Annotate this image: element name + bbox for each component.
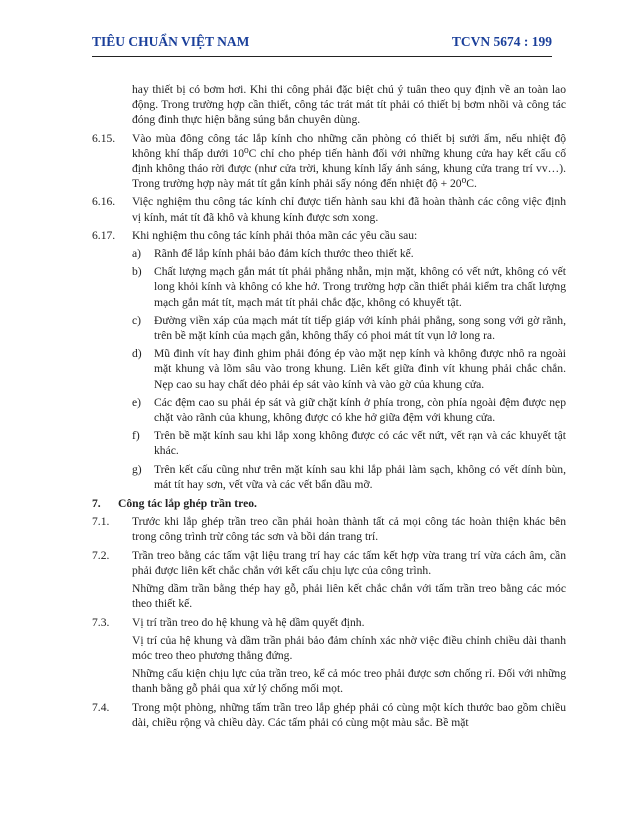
subclause-c: [132, 313, 566, 343]
clause-7-2: [92, 548, 566, 578]
subclause-label: e): [132, 395, 142, 409]
header-divider: [92, 56, 552, 57]
subclause-text: Mũ đinh vít hay đinh ghim phải đóng ép vào mặt nẹp kính và không được nhô ra ngoài mặt khung và lõm sâu vào trong khung. Liên kết giữa đinh vít khung phải chắc chắn. Nẹp cao su hay chất dẻo phải ép sát vào kính và vào gờ của khung cửa.: [154, 347, 566, 391]
clause-7-1: [92, 514, 566, 544]
subclause-text: Trên bề mặt kính sau khi lắp xong không được có các vết nứt, vết rạn và các khuyết tật khác.: [154, 429, 566, 458]
subclause-label: g): [132, 462, 142, 476]
subclause-d: [132, 346, 566, 392]
clause-text: Trần treo bằng các tấm vật liệu trang trí hay các tấm kết hợp vừa trang trí vừa cách âm, cần phải được liên kết chắc chắn với kết cấu chịu lực của công trình.: [132, 548, 566, 577]
intro-paragraph: hay thiết bị có bơm hơi. Khi thi công phải đặc biệt chú ý tuân theo quy định về an toàn lao động. Trong trường hợp cần thiết, công tác trát mát tít phải có thiết bị bơm nhồi và công tác đóng đinh thực hiện bằng súng bắn chuyên dùng.: [132, 83, 566, 127]
subclause-text: Chất lượng mạch gắn mát tít phải phẳng nhẵn, mịn mặt, không có vết nứt, không có vết long khỏi kính và không có khe hở. Trong trường hợp cần thiết phải kiểm tra chất lượng mạch gắn mát tít, mạch mát tít phải chắc đặc, không có khuyết tật.: [154, 265, 566, 309]
clause-text: Trong một phòng, những tấm trần treo lắp ghép phải có cùng một kích thước bao gồm chiều dài, chiều rộng và chiều dày. Các tấm phải có cùng một màu sắc. Bề mặt: [132, 700, 566, 729]
clause-text: Vào mùa đông công tác lắp kính cho những căn phòng có thiết bị sưởi ấm, nếu nhiệt độ không khí thấp dưới 10⁰C chỉ cho phép tiến hành đối với những khung cửa hay kết cấu cố định không tháo rời được (như cửa trời, khung kính lấy ánh sáng, khung cửa trang trí vv…). Trong trường hợp này mát tít gắn kính phải sấy nóng đến nhiệt độ + 20⁰C.: [132, 131, 566, 191]
standard-code: TCVN 5674 : 199: [451, 34, 552, 49]
subclause-b: [132, 264, 566, 310]
clause-7-4: [92, 700, 566, 730]
subclause-text: Đường viền xáp của mạch mát tít tiếp giáp với kính phải phẳng, song song với gờ rãnh, trên bề mặt kính của mạch gắn, không thấy có phoi mát tít vụn lở long ra.: [154, 313, 566, 343]
subclause-e: [132, 395, 566, 425]
clause-6-17: [92, 228, 566, 243]
subclause-text: Trên kết cấu cũng như trên mặt kính sau khi lắp phải làm sạch, không có vết dính bùn, mát tít hay sơn, vết vữa và các vết bẩn dầu mỡ.: [154, 462, 566, 491]
clause-number: 6.17.: [92, 228, 116, 242]
clause-number: 7.4.: [92, 700, 110, 714]
subclause-f: [132, 428, 566, 458]
subclause-label: c): [132, 313, 142, 327]
clause-text: Trước khi lắp ghép trần treo cần phải hoàn thành tất cả mọi công tác hoàn thiện khác bên trong công trình trừ công tác sơn và bồi dán trang trí.: [132, 515, 566, 544]
section-7-heading: [92, 496, 566, 511]
clause-number: 7.2.: [92, 548, 110, 562]
subclause-text: Rãnh để lắp kính phải bảo đảm kích thước theo thiết kế.: [154, 247, 414, 261]
clause-number: 7.1.: [92, 515, 110, 529]
section-title: Công tác lắp ghép trần treo.: [118, 497, 257, 511]
subclause-g: [132, 462, 566, 492]
standard-title: TIÊU CHUẨN VIỆT NAM: [92, 34, 250, 49]
subclause-label: d): [132, 347, 142, 361]
subclause-label: f): [132, 429, 140, 443]
clause-7-3-paragraph-2: Vị trí của hệ khung và dầm trần phải bảo đảm chính xác nhờ việc điều chỉnh chiều dài thanh móc treo theo phương thẳng đứng.: [132, 633, 566, 662]
clause-7-3: [92, 615, 566, 630]
subclause-text: Các đệm cao su phải ép sát và giữ chặt kính ở phía trong, còn phía ngoài đệm được nẹp chặt vào rãnh của khung, không được có khe hở giữa đệm với khung cửa.: [154, 395, 566, 425]
subclause-label: a): [132, 247, 142, 261]
clause-6-16: [92, 194, 566, 224]
clause-6-15: [92, 131, 566, 192]
clause-number: 7.3.: [92, 615, 110, 629]
subclause-a: [132, 246, 566, 261]
section-number: 7.: [92, 497, 101, 511]
clause-number: 6.16.: [92, 195, 116, 209]
clause-text: Việc nghiệm thu công tác kính chỉ được tiến hành sau khi đã hoàn thành các công việc định vị kính, mát tít đã khô và khung kính được sơn xong.: [132, 195, 566, 224]
page-header: [92, 34, 552, 56]
subclause-label: b): [132, 265, 142, 279]
clause-text: Vị trí trần treo do hệ khung và hệ dầm quyết định.: [132, 615, 365, 629]
clause-7-2-continuation: Những dầm trần bằng thép hay gỗ, phải liên kết chắc chắn với tấm trần treo bằng các móc theo thiết kế.: [132, 582, 566, 611]
clause-text: Khi nghiệm thu công tác kính phải thỏa mãn các yêu cầu sau:: [132, 228, 418, 242]
clause-number: 6.15.: [92, 131, 116, 145]
clause-7-3-paragraph-3: Những cấu kiện chịu lực của trần treo, kể cả móc treo phải được sơn chống rỉ. Đối với những thanh bằng gỗ phải qua xử lý chống mối mọt.: [132, 667, 566, 696]
document-body: [92, 82, 566, 733]
